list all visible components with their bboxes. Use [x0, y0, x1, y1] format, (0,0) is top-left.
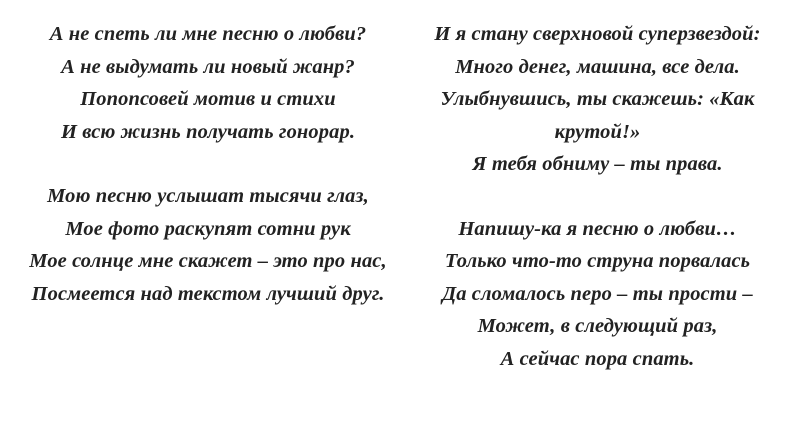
poem-line: Напишу-ка я песню о любви…	[458, 217, 737, 240]
poem-line: Улыбнувшись, ты скажешь: «Как крутой!»	[440, 88, 755, 143]
poem-line: Я тебя обниму – ты права.	[472, 153, 723, 175]
poem-line: Да сломалось перо – ты прости –	[442, 282, 753, 305]
poem-line: А не выдумать ли новый жанр?	[61, 55, 355, 78]
poem-line: Мое солнце мне скажет – это про нас,	[29, 250, 387, 272]
stanza	[18, 180, 398, 310]
poem-column-left	[18, 18, 398, 310]
stanza	[405, 18, 790, 181]
stanza	[405, 213, 790, 376]
poem-line: Много денег, машина, все дела.	[455, 55, 740, 78]
poem-line: Только что-то струна порвалась	[444, 250, 751, 272]
poem-line: Посмеется над текстом лучший друг.	[31, 282, 385, 305]
poem-line: И я стану сверхновой суперзвездой:	[434, 23, 761, 45]
poem-line: Мое фото раскупят сотни рук	[65, 217, 351, 240]
poem-line: Попопсовей мотив и стихи	[80, 88, 336, 110]
poem-line: А сейчас пора спать.	[500, 347, 695, 370]
stanza	[18, 18, 398, 148]
poem-line: Мою песню услышат тысячи глаз,	[47, 185, 369, 207]
poem-line: И всю жизнь получать гонорар.	[60, 120, 356, 143]
poem-line: Может, в следующий раз,	[477, 315, 718, 337]
poem-column-right	[405, 18, 790, 375]
poem-line: А не спеть ли мне песню о любви?	[49, 23, 367, 45]
